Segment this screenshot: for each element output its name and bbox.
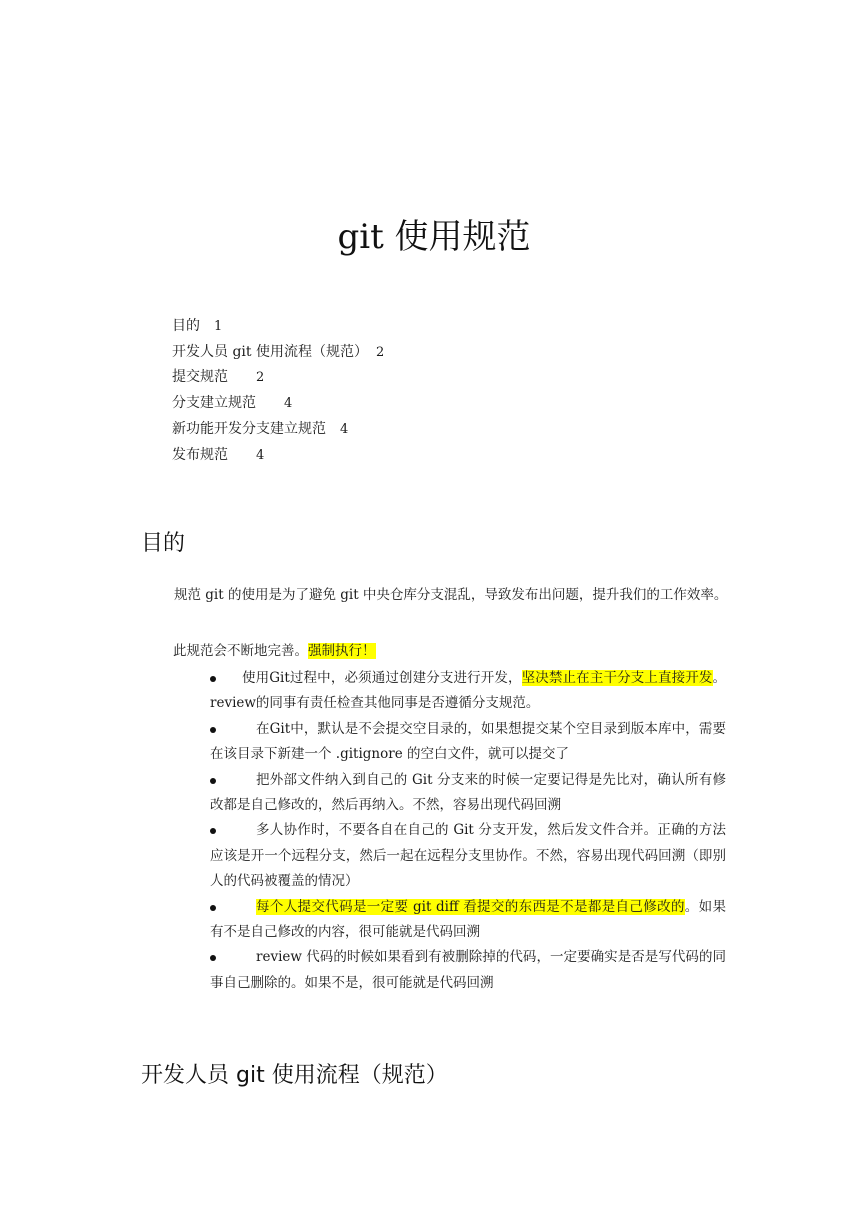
bullet-icon <box>210 955 216 961</box>
list-item <box>210 666 726 717</box>
rules-list <box>210 666 726 996</box>
toc-entry-label: 开发人员 git 使用流程（规范） <box>172 343 368 360</box>
list-item <box>210 895 726 946</box>
list-item-text: 。review的同事有责任检查其他同事是否遵循分支规范。 <box>210 670 726 712</box>
list-item-highlight: 坚决禁止在主干分支上直接开发 <box>521 670 713 686</box>
enforcement-text: 此规范会不断地完善。 <box>173 643 308 659</box>
toc-entry-page: 1 <box>214 319 223 334</box>
intro-paragraph: 规范 git 的使用是为了避免 git 中央仓库分支混乱，导致发布出问题，提升我们的工作效率。 <box>174 587 728 603</box>
list-item-text: review 代码的时候如果看到有被删除掉的代码，一定要确实是否是写代码的同事自己删除的。如果不是，很可能就是代码回溯 <box>210 949 726 991</box>
toc-entry-page: 4 <box>256 447 265 463</box>
list-item <box>210 717 726 768</box>
toc-entry-label: 新功能开发分支建立规范 <box>172 420 326 437</box>
list-item-highlight: 每个人提交代码是一定要 git diff 看提交的东西是不是都是自己修改的 <box>256 898 685 915</box>
enforcement-highlight: 强制执行！ <box>308 643 376 659</box>
document-title: git 使用规范 <box>337 216 531 257</box>
list-item <box>210 818 726 894</box>
toc-entry[interactable] <box>172 417 384 443</box>
table-of-contents <box>172 314 384 468</box>
toc-entry[interactable] <box>172 340 384 366</box>
bullet-icon <box>210 778 216 784</box>
toc-entry-label: 目的 <box>172 318 200 334</box>
toc-entry[interactable] <box>172 443 384 469</box>
section-heading-purpose: 目的 <box>141 531 186 557</box>
toc-entry-label: 发布规范 <box>172 446 228 463</box>
toc-entry-page: 4 <box>340 421 349 437</box>
list-item-text: 多人协作时，不要各自在自己的 Git 分支开发，然后发文件合并。正确的方法应该是开一个远程分支，然后一起在远程分支里协作。不然，容易出现代码回溯（即别人的代码被覆盖的情况） <box>210 822 726 890</box>
bullet-icon <box>210 676 216 682</box>
toc-entry[interactable] <box>172 365 384 391</box>
toc-entry-page: 2 <box>256 370 265 386</box>
bullet-icon <box>210 727 216 733</box>
toc-entry-page: 4 <box>284 396 293 412</box>
toc-entry-page: 2 <box>375 344 385 360</box>
toc-entry[interactable] <box>172 314 384 340</box>
enforcement-paragraph <box>173 640 733 663</box>
bullet-icon <box>210 905 216 911</box>
list-item <box>210 945 726 996</box>
toc-entry-label: 提交规范 <box>172 369 228 386</box>
toc-entry[interactable] <box>172 391 384 417</box>
list-item-text: 在Git中，默认是不会提交空目录的，如果想提交某个空目录到版本库中，需要在该目录下新建一个 .gitignore 的空白文件，就可以提交了 <box>210 720 726 763</box>
list-item-text: 使用Git过程中，必须通过创建分支进行开发， <box>242 670 522 686</box>
list-item <box>210 768 726 819</box>
toc-entry-label: 分支建立规范 <box>172 395 256 412</box>
list-item-text: 把外部文件纳入到自己的 Git 分支来的时候一定要记得是先比对，确认所有修改都是自己修改的，然后再纳入。不然，容易出现代码回溯 <box>210 771 726 814</box>
section-heading-dev-flow: 开发人员 git 使用流程（规范） <box>141 1063 448 1089</box>
bullet-icon <box>210 828 216 834</box>
list-item-text: 。如果有不是自己修改的内容，很可能就是代码回溯 <box>210 898 726 941</box>
